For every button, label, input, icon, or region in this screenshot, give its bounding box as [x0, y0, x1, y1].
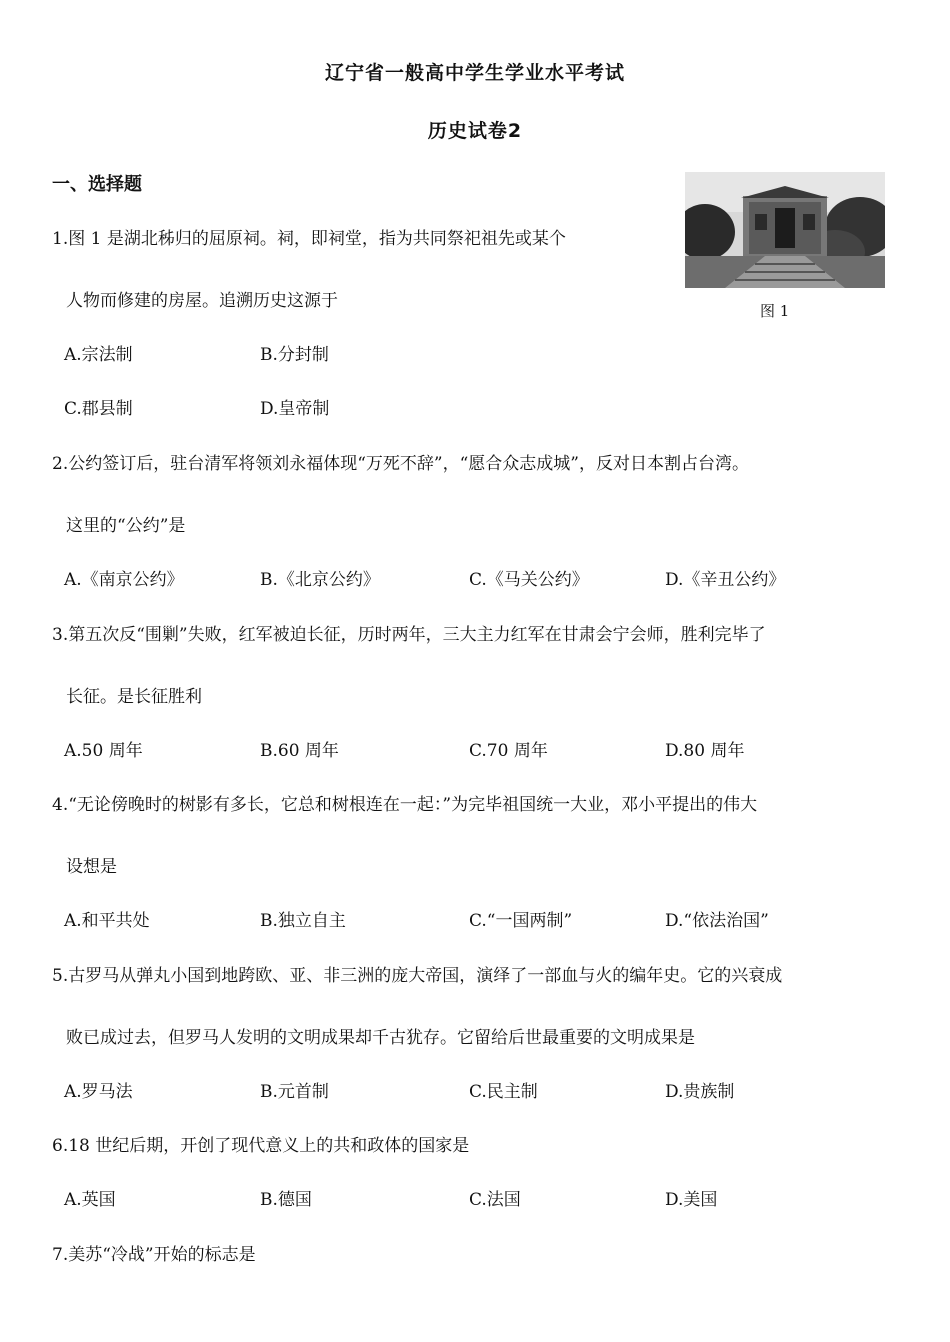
- question-4-line-1: 4.“无论傍晚时的树影有多长，它总和树根连在一起：”为完毕祖国统一大业，邓小平提出的伟大: [52, 795, 758, 815]
- question-5-option-b[interactable]: B.元首制: [260, 1082, 329, 1102]
- question-5-option-d[interactable]: D.贵族制: [665, 1082, 735, 1102]
- question-1-line-1: 1.图 1 是湖北秭归的屈原祠。祠，即祠堂，指为共同祭祀祖先或某个: [52, 229, 566, 249]
- exam-subtitle: 历史试卷2: [427, 120, 523, 142]
- question-2-line-1: 2.公约签订后，驻台清军将领刘永福体现“万死不辞”，“愿合众志成城”，反对日本割占台湾。: [52, 454, 749, 474]
- question-1-option-c[interactable]: C.郡县制: [64, 399, 133, 419]
- question-7-line-1: 7.美苏“冷战”开始的标志是: [52, 1245, 256, 1265]
- question-2-option-c[interactable]: C.《马关公约》: [469, 570, 589, 590]
- question-4-option-d[interactable]: D.“依法治国”: [665, 911, 769, 931]
- question-6-option-b[interactable]: B.德国: [260, 1190, 312, 1210]
- question-4-line-2: 设想是: [66, 857, 117, 877]
- figure-caption: 图 1: [760, 302, 790, 320]
- exam-title: 辽宁省一般高中学生学业水平考试: [324, 62, 625, 84]
- question-6-line-1: 6.18 世纪后期，开创了现代意义上的共和政体的国家是: [52, 1136, 470, 1156]
- question-5-option-c[interactable]: C.民主制: [469, 1082, 538, 1102]
- question-5-option-a[interactable]: A.罗马法: [64, 1082, 133, 1102]
- question-1-option-b[interactable]: B.分封制: [260, 345, 329, 365]
- question-3-line-1: 3.第五次反“围剿”失败，红军被迫长征，历时两年，三大主力红军在甘肃会宁会师，胜利完毕了: [52, 625, 766, 645]
- question-2-option-a[interactable]: A.《南京公约》: [64, 570, 184, 590]
- question-6-option-c[interactable]: C.法国: [469, 1190, 521, 1210]
- question-3-option-c[interactable]: C.70 周年: [469, 741, 548, 761]
- question-1-option-a[interactable]: A.宗法制: [64, 345, 133, 365]
- question-5-line-2: 败已成过去，但罗马人发明的文明成果却千古犹存。它留给后世最重要的文明成果是: [66, 1028, 695, 1048]
- question-2-option-b[interactable]: B.《北京公约》: [260, 570, 380, 590]
- question-5-line-1: 5.古罗马从弹丸小国到地跨欧、亚、非三洲的庞大帝国，演绎了一部血与火的编年史。它的兴衰成: [52, 966, 783, 986]
- section-heading: 一、选择题: [52, 174, 142, 195]
- question-3-line-2: 长征。是长征胜利: [66, 687, 202, 707]
- question-4-option-b[interactable]: B.独立自主: [260, 911, 346, 931]
- question-1-line-2: 人物而修建的房屋。追溯历史这源于: [66, 291, 338, 311]
- question-3-option-b[interactable]: B.60 周年: [260, 741, 339, 761]
- question-6-option-a[interactable]: A.英国: [64, 1190, 116, 1210]
- question-2-option-d[interactable]: D.《辛丑公约》: [665, 570, 786, 590]
- question-2-line-2: 这里的“公约”是: [66, 516, 186, 536]
- question-1-option-d[interactable]: D.皇帝制: [260, 399, 330, 419]
- question-3-option-a[interactable]: A.50 周年: [64, 741, 143, 761]
- question-4-option-c[interactable]: C.“一国两制”: [469, 911, 573, 931]
- question-4-option-a[interactable]: A.和平共处: [64, 911, 150, 931]
- temple-photo-icon: [685, 172, 885, 288]
- question-6-option-d[interactable]: D.美国: [665, 1190, 718, 1210]
- temple-photo: [685, 172, 885, 288]
- question-3-option-d[interactable]: D.80 周年: [665, 741, 745, 761]
